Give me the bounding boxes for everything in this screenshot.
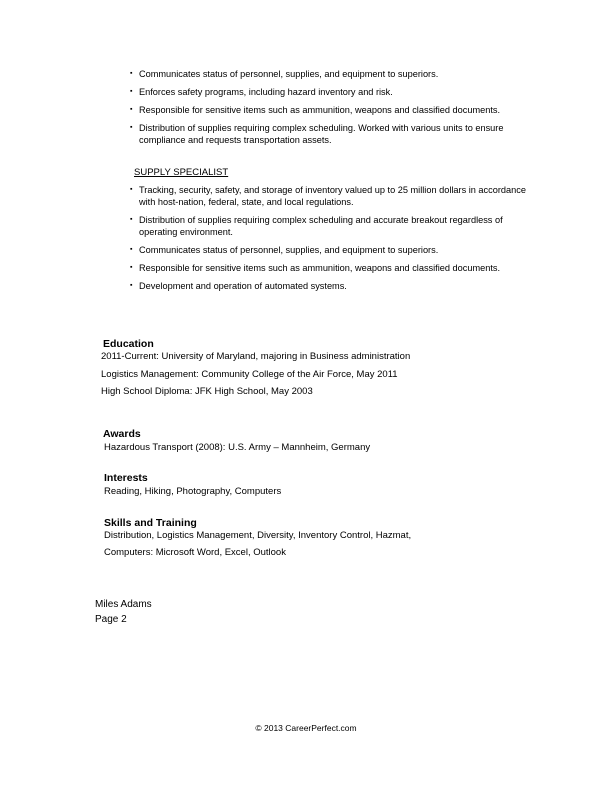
list-item: ▪ Communicates status of personnel, supplies, and equipment to superiors.: [130, 69, 439, 79]
signature-name: Miles Adams: [95, 599, 152, 610]
list-item: ▪ Enforces safety programs, including hazard inventory and risk.: [130, 87, 393, 97]
bullet-icon: ▪: [130, 186, 133, 193]
list-item: ▪ Tracking, security, safety, and storage of inventory valued up to 25 million dollars in accordance with host-nation, federal, state, and local regulations.: [130, 185, 526, 207]
list-item: ▪ Communicates status of personnel, supplies, and equipment to superiors.: [130, 245, 439, 255]
skills-line: Distribution, Logistics Management, Diversity, Inventory Control, Hazmat,: [104, 530, 412, 541]
list-item: ▪ Responsible for sensitive items such as ammunition, weapons and classified documents.: [130, 263, 501, 273]
bullet-icon: ▪: [130, 124, 133, 131]
job1-duties-list: [130, 68, 530, 152]
education-line: Logistics Management: Community College of the Air Force, May 2011: [101, 369, 398, 380]
list-item: ▪ Development and operation of automated systems.: [130, 281, 347, 291]
copyright-footer: © 2013 CareerPerfect.com: [255, 723, 357, 733]
bullet-icon: ▪: [130, 106, 133, 113]
skills-heading: Skills and Training: [104, 517, 197, 529]
page-number: Page 2: [95, 614, 127, 625]
bullet-icon: ▪: [130, 70, 133, 77]
list-item: ▪ Responsible for sensitive items such as ammunition, weapons and classified documents.: [130, 105, 501, 115]
education-line: 2011-Current: University of Maryland, majoring in Business administration: [101, 351, 411, 362]
interests-line: Reading, Hiking, Photography, Computers: [104, 486, 282, 497]
awards-line: Hazardous Transport (2008): U.S. Army – Mannheim, Germany: [104, 442, 371, 453]
awards-heading: Awards: [103, 428, 141, 440]
education-line: High School Diploma: JFK High School, May 2003: [101, 386, 313, 397]
interests-heading: Interests: [104, 472, 148, 484]
bullet-icon: ▪: [130, 216, 133, 223]
bullet-icon: ▪: [130, 282, 133, 289]
list-item: ▪ Distribution of supplies requiring complex scheduling and accurate breakout regardless of operating environment.: [130, 215, 503, 237]
bullet-icon: ▪: [130, 246, 133, 253]
bullet-icon: ▪: [130, 88, 133, 95]
skills-line: Computers: Microsoft Word, Excel, Outlook: [104, 547, 286, 558]
job2-duties-list: [130, 184, 530, 298]
bullet-icon: ▪: [130, 264, 133, 271]
job2-title: SUPPLY SPECIALIST: [134, 167, 229, 178]
list-item: ▪ Distribution of supplies requiring complex scheduling. Worked with various units to ensure compliance and requests transportation assets.: [130, 123, 504, 145]
education-heading: Education: [103, 338, 154, 350]
